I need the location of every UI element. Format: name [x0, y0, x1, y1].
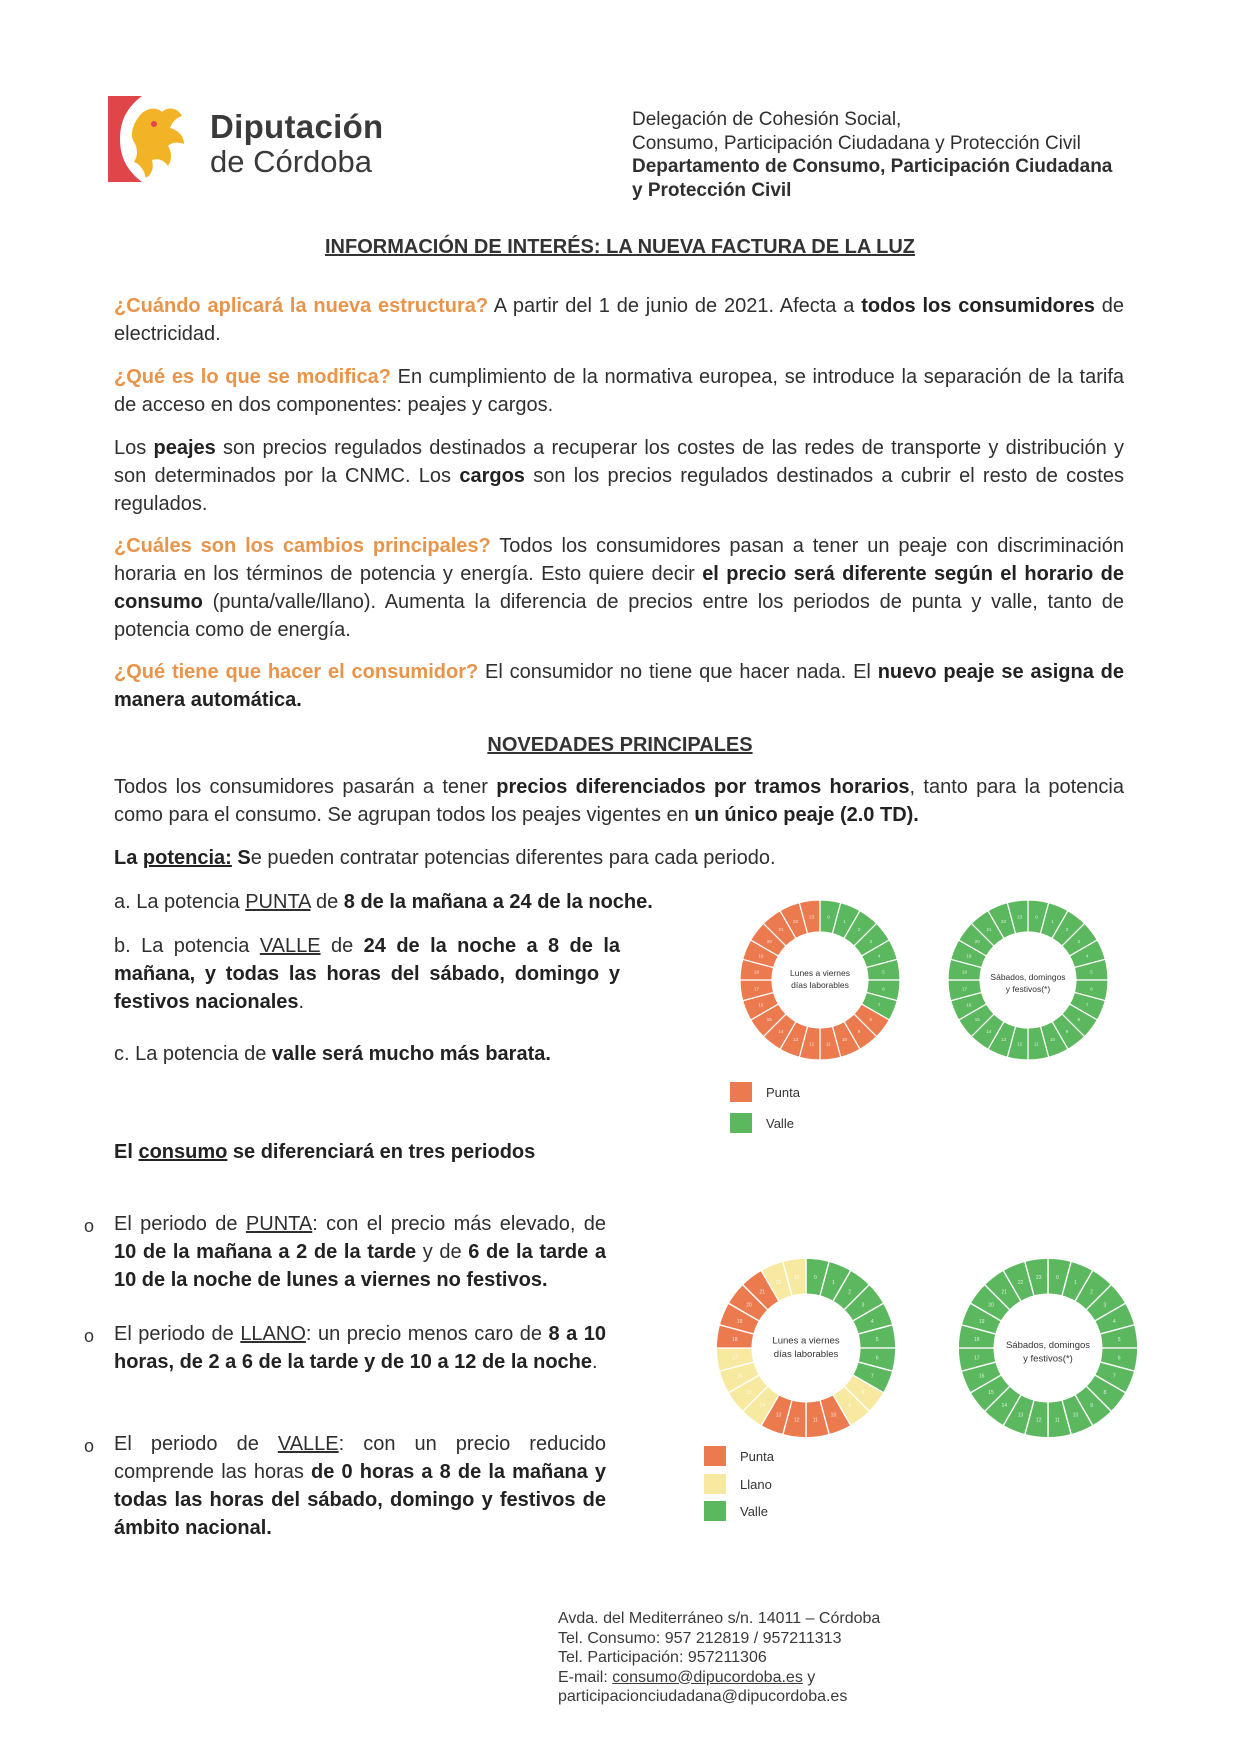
donut-hour-label: 1 — [843, 918, 846, 924]
email-link[interactable]: participacionciudadana@dipucordoba.es — [558, 1688, 848, 1705]
donut-hour-label: 13 — [793, 1037, 799, 1043]
donut-hour-label: 3 — [1103, 1302, 1107, 1309]
donut-hour-label: 15 — [746, 1389, 752, 1396]
donut-hour-label: 9 — [1090, 1403, 1094, 1410]
email-link[interactable]: consumo@dipucordoba.es — [612, 1668, 803, 1686]
text: PUNTA — [245, 1213, 313, 1235]
donut-hour-label: 23 — [1035, 1275, 1042, 1282]
donut-hour-label: 14 — [1001, 1403, 1008, 1410]
donut-hour-label: 4 — [870, 1318, 874, 1325]
text: Los — [114, 437, 154, 459]
donut-hour-label: 18 — [962, 969, 968, 975]
donut-hour-label: 7 — [1085, 1002, 1089, 1008]
text: , tanto para la potencia como para el consumo. Se agrupan todos los peajes vigentes en — [114, 776, 1124, 826]
donut-hour-label: 0 — [1055, 1275, 1059, 1282]
donut-hour-label: 12 — [809, 1041, 815, 1047]
donut-hour-label: 20 — [988, 1302, 994, 1309]
novedades-intro — [114, 773, 1124, 829]
section-what — [114, 363, 1124, 419]
donut-hour-label: 18 — [974, 1336, 980, 1343]
donut-hour-label: 8 — [1103, 1389, 1107, 1396]
donut-hour-label: 0 — [813, 1275, 817, 1282]
text: LLANO — [240, 1323, 306, 1345]
question: ¿Cuándo aplicará la nueva estructura? — [114, 295, 489, 317]
bullet-marker: o — [84, 1326, 95, 1346]
bold-text: 24 de la noche a 8 de la mañana, y todas las horas del sábado, domingo y festivos nacionales — [114, 935, 620, 1013]
text: Todos los consumidores pasan a tener un peaje con discriminación horaria en los términos de potencia y energía. Esto quiere decir — [114, 535, 1125, 585]
text: . — [298, 991, 305, 1013]
text: El consumidor no tiene que hacer nada. El — [478, 661, 878, 683]
donut-hour-label: 13 — [775, 1412, 782, 1419]
chart-center-label: y festivos(*) — [1023, 1353, 1073, 1365]
text: El periodo de — [114, 1323, 241, 1345]
text: de — [320, 935, 364, 957]
donut-hour-label: 17 — [974, 1355, 980, 1362]
bold-text: consumo — [138, 1141, 228, 1163]
donut-hour-label: 8 — [1077, 1016, 1081, 1022]
donut-hour-label: 9 — [1065, 1028, 1069, 1034]
donut-chart-weekend-consumo — [956, 1256, 1140, 1440]
bullet-marker: o — [84, 1436, 95, 1456]
donut-chart-weekday-consumo — [714, 1256, 898, 1440]
donut-hour-label: 5 — [1117, 1336, 1121, 1343]
donut-hour-label: 7 — [870, 1373, 874, 1380]
donut-hour-label: 22 — [1001, 918, 1007, 924]
legend-item-punta — [704, 1446, 774, 1466]
text: VALLE — [277, 1433, 339, 1455]
text: En cumplimiento de la normativa europea, se introduce la separación de la tarifa de acceso en dos componentes: peajes y cargos. — [114, 366, 1124, 416]
potencia-item-a — [114, 888, 714, 916]
legend-swatch — [730, 1113, 752, 1133]
legend-label: Punta — [740, 1448, 774, 1464]
donut-hour-label: 18 — [732, 1336, 738, 1343]
donut-hour-label: 7 — [877, 1002, 881, 1008]
donut-hour-label: 11 — [1034, 1041, 1039, 1047]
text: : con el precio más elevado, de — [312, 1213, 607, 1235]
donut-hour-label: 6 — [1090, 986, 1093, 992]
consumo-intro — [114, 1138, 634, 1166]
legend-swatch — [704, 1501, 726, 1521]
bold-text: el precio será diferente según el horario de consumo — [114, 563, 1124, 613]
text: VALLE — [259, 935, 321, 957]
section-consumer — [114, 658, 1124, 714]
chart-center-label: Lunes a viernes — [772, 1335, 840, 1347]
dept-line: y Protección Civil — [632, 179, 792, 201]
donut-hour-label: 22 — [793, 918, 799, 924]
bold-text: cargos — [459, 465, 525, 487]
page-title: INFORMACIÓN DE INTERÉS: LA NUEVA FACTURA DE LA LUZ — [325, 236, 915, 258]
logo-mark — [108, 96, 188, 182]
donut-hour-label: 3 — [869, 939, 873, 945]
text: a. La potencia — [114, 891, 246, 913]
text: son los precios regulados destinados a cubrir el resto de costes regulados. — [114, 465, 1124, 515]
donut-hour-label: 21 — [759, 1289, 766, 1296]
bold-text: El — [114, 1141, 139, 1163]
section-title-novedades: NOVEDADES PRINCIPALES — [487, 734, 753, 756]
logo-title: Diputación — [210, 108, 384, 145]
chart-center-label: Sábados, domingos — [1005, 1340, 1091, 1351]
consumo-llano — [114, 1320, 606, 1376]
bold-text: 8 a 10 horas, de 2 a 6 de la tarde y de 10 a 12 de la noche — [114, 1323, 607, 1373]
consumo-punta — [114, 1210, 606, 1294]
donut-hour-label: 1 — [1074, 1279, 1077, 1286]
section-peajes — [114, 434, 1124, 518]
text: e pueden contratar potencias diferentes para cada periodo. — [250, 847, 776, 869]
question: ¿Qué tiene que hacer el consumidor? — [114, 661, 479, 683]
chart-center-label: días laborables — [773, 1348, 839, 1360]
donut-hour-label: 15 — [766, 1016, 772, 1022]
donut-hour-label: 18 — [754, 969, 760, 975]
donut-hour-label: 17 — [962, 986, 968, 992]
footer-phone: Tel. Participación: 957211306 — [558, 1649, 767, 1666]
donut-hour-label: 9 — [848, 1403, 852, 1410]
donut-hour-label: 8 — [869, 1016, 873, 1022]
text: : un precio menos caro de — [305, 1323, 549, 1345]
bold-text: nuevo peaje se asigna de manera automática. — [114, 661, 1124, 711]
donut-hour-label: 0 — [1035, 914, 1038, 920]
logo-subtitle: de Córdoba — [210, 144, 373, 179]
donut-hour-label: 21 — [778, 927, 784, 933]
bold-text: La — [114, 847, 143, 869]
donut-hour-label: 23 — [809, 914, 815, 920]
donut-hour-label: 10 — [830, 1412, 837, 1419]
donut-hour-label: 19 — [736, 1318, 743, 1325]
section-when — [114, 292, 1124, 348]
bold-text: S — [231, 847, 251, 869]
donut-hour-label: 20 — [974, 939, 980, 945]
donut-hour-label: 12 — [1017, 1041, 1023, 1047]
legend-swatch — [704, 1446, 726, 1466]
potencia-item-b — [114, 932, 620, 1016]
donut-hour-label: 6 — [882, 986, 885, 992]
donut-hour-label: 6 — [1117, 1355, 1121, 1362]
donut-hour-label: 14 — [778, 1028, 784, 1034]
text: E-mail: — [558, 1668, 613, 1686]
donut-hour-label: 11 — [1054, 1417, 1060, 1424]
donut-hour-label: 17 — [754, 986, 760, 992]
text: y — [802, 1668, 816, 1686]
text: de — [310, 891, 344, 913]
text: A partir del 1 de junio de 2021. Afecta a — [488, 295, 862, 317]
text: : con un precio reducido comprende las horas — [114, 1433, 607, 1483]
bold-text: un único peaje (2.0 TD). — [694, 804, 919, 826]
bold-text: precios diferenciados por tramos horarios — [496, 776, 910, 798]
bold-text: 8 de la mañana a 24 de la noche. — [343, 891, 653, 913]
footer-contact — [558, 1609, 880, 1707]
donut-hour-label: 1 — [832, 1279, 835, 1286]
text: y de — [416, 1241, 469, 1263]
donut-hour-label: 13 — [1001, 1037, 1007, 1043]
bold-text: 10 de la mañana a 2 de la tarde — [114, 1241, 417, 1263]
chart-center-label: Sábados, domingos — [990, 972, 1066, 982]
donut-hour-label: 2 — [1090, 1289, 1094, 1296]
donut-hour-label: 21 — [986, 927, 992, 933]
text: Todos los consumidores pasarán a tener — [114, 776, 497, 798]
donut-hour-label: 5 — [1090, 969, 1093, 975]
donut-hour-label: 4 — [1085, 953, 1089, 959]
donut-hour-label: 4 — [1112, 1318, 1116, 1325]
donut-hour-label: 3 — [861, 1302, 865, 1309]
dept-line: Delegación de Cohesión Social, — [632, 109, 902, 130]
donut-hour-label: 10 — [1072, 1412, 1079, 1419]
text: (punta/valle/llano). Aumenta la diferencia de precios entre los periodos de punta y valle, tanto de potencia como de energía. — [114, 591, 1124, 641]
section-changes — [114, 532, 1124, 644]
chart-center-label: días laborables — [791, 980, 849, 990]
dept-line: Departamento de Consumo, Participación Ciudadana — [632, 156, 1113, 177]
donut-hour-label: 14 — [759, 1403, 766, 1410]
donut-hour-label: 11 — [826, 1041, 831, 1047]
legend-label: Llano — [740, 1476, 772, 1492]
consumo-valle — [114, 1430, 606, 1542]
potencia-intro — [114, 844, 874, 872]
legend-label: Valle — [740, 1503, 768, 1519]
legend-swatch — [704, 1474, 726, 1494]
dept-line: Consumo, Participación Ciudadana y Protección Civil — [632, 132, 1081, 154]
donut-hour-label: 1 — [1051, 918, 1054, 924]
legend-label: Valle — [766, 1115, 794, 1131]
department-header — [632, 108, 1112, 202]
donut-hour-label: 2 — [848, 1289, 852, 1296]
donut-hour-label: 5 — [882, 969, 885, 975]
legend-item-valle — [730, 1113, 794, 1133]
donut-hour-label: 16 — [966, 1002, 972, 1008]
donut-hour-label: 22 — [775, 1279, 782, 1286]
donut-hour-label: 2 — [1065, 927, 1069, 933]
bullet-marker: o — [84, 1216, 95, 1236]
bold-text: potencia: — [142, 847, 232, 869]
donut-hour-label: 12 — [1035, 1417, 1042, 1424]
donut-hour-label: 6 — [875, 1355, 879, 1362]
legend-item-punta — [730, 1082, 800, 1102]
donut-hour-label: 16 — [978, 1373, 985, 1380]
donut-hour-label: 7 — [1112, 1373, 1116, 1380]
bold-text: peajes — [153, 437, 216, 459]
donut-hour-label: 19 — [978, 1318, 985, 1325]
donut-hour-label: 10 — [841, 1037, 847, 1043]
donut-hour-label: 0 — [827, 914, 830, 920]
potencia-item-c — [114, 1040, 634, 1068]
text: son precios regulados destinados a recuperar los costes de las redes de transporte y distribución y son determinados por la CNMC. Los — [114, 437, 1125, 487]
legend-item-llano — [704, 1474, 772, 1494]
donut-hour-label: 17 — [732, 1355, 738, 1362]
bold-text: 6 de la tarde a 10 de la noche de lunes a viernes no festivos. — [114, 1241, 606, 1291]
question: ¿Qué es lo que se modifica? — [114, 366, 391, 388]
donut-hour-label: 4 — [877, 953, 881, 959]
bold-text: todos los consumidores — [861, 295, 1095, 317]
donut-hour-label: 19 — [758, 953, 764, 959]
donut-hour-label: 10 — [1049, 1037, 1055, 1043]
text: b. La potencia — [114, 935, 260, 957]
donut-hour-label: 2 — [857, 927, 861, 933]
donut-hour-label: 8 — [861, 1389, 865, 1396]
text: . — [592, 1351, 598, 1373]
donut-hour-label: 20 — [746, 1302, 752, 1309]
donut-hour-label: 22 — [1017, 1279, 1024, 1286]
donut-hour-label: 19 — [966, 953, 972, 959]
donut-hour-label: 16 — [758, 1002, 764, 1008]
donut-hour-label: 5 — [875, 1336, 879, 1343]
donut-hour-label: 15 — [988, 1389, 994, 1396]
donut-hour-label: 21 — [1001, 1289, 1008, 1296]
bold-text: valle será mucho más barata. — [271, 1043, 551, 1065]
donut-hour-label: 15 — [974, 1016, 980, 1022]
text: El periodo de — [114, 1213, 246, 1235]
footer-email-line — [558, 1668, 880, 1688]
bold-text: se diferenciará en tres periodos — [227, 1141, 536, 1163]
footer-phone: Tel. Consumo: 957 212819 / 957211313 — [558, 1629, 842, 1647]
donut-hour-label: 11 — [812, 1417, 818, 1424]
donut-hour-label: 23 — [793, 1275, 800, 1282]
donut-hour-label: 3 — [1077, 939, 1081, 945]
bold-text: de 0 horas a 8 de la mañana y todas las horas del sábado, domingo y festivos de ámbito nacional. — [114, 1461, 606, 1539]
question: ¿Cuáles son los cambios principales? — [114, 535, 491, 557]
text: c. La potencia de — [114, 1043, 272, 1065]
donut-hour-label: 14 — [986, 1028, 992, 1034]
text: PUNTA — [245, 891, 311, 913]
donut-hour-label: 12 — [793, 1417, 800, 1424]
footer-address: Avda. del Mediterráneo s/n. 14011 – Córdoba — [558, 1610, 881, 1627]
legend-item-valle — [704, 1501, 768, 1521]
chart-center-label: y festivos(*) — [1005, 984, 1051, 994]
donut-hour-label: 13 — [1017, 1412, 1024, 1419]
donut-chart-weekday-potencia — [738, 898, 902, 1062]
donut-hour-label: 9 — [857, 1028, 861, 1034]
donut-hour-label: 16 — [736, 1373, 743, 1380]
legend-label: Punta — [766, 1084, 800, 1100]
chart-center-label: Lunes a viernes — [789, 968, 851, 978]
text: de electricidad. — [114, 295, 1124, 345]
donut-chart-weekend-potencia — [946, 898, 1110, 1062]
legend-swatch — [730, 1082, 752, 1102]
text: El periodo de — [114, 1433, 278, 1455]
donut-hour-label: 23 — [1017, 914, 1023, 920]
donut-hour-label: 20 — [766, 939, 772, 945]
